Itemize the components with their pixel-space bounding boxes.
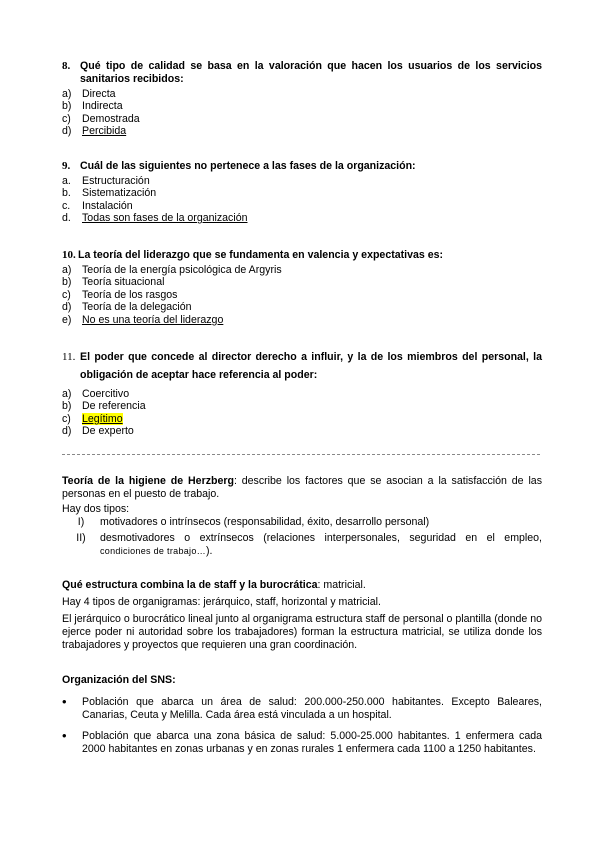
option-11c-answer: c) Legítimo [62,412,123,425]
bullet-icon: • [62,694,67,709]
option-11d: d) De experto [62,425,134,438]
option-9d-answer: d. Todas son fases de la organización [62,212,248,225]
sns-title: Organización del SNS: [62,674,176,686]
question-10-options [62,264,542,326]
question-11-title [62,348,542,384]
question-11 [62,348,542,438]
question-11-number: 11. [62,351,76,363]
option-10a: a) Teoría de la energía psicológica de Argyris [62,264,282,276]
question-8 [62,60,542,138]
option-10d: d) Teoría de la delegación [62,301,192,314]
bullet-icon: • [62,728,67,743]
question-11-text: El poder que concede al director derecho a influir, y la de los miembros del personal, la obligación de aceptar hace referencia al poder: [80,351,542,381]
question-9 [62,160,542,225]
option-8d-answer: d) Percibida [62,125,127,138]
question-10-title [62,249,542,262]
sns-bullet-2: • Población que abarca una zona básica de salud: 5.000-25.000 habitantes. 1 enfermera cada 2000 habitantes en zonas urbanas y en zonas rurales 1 enfermera cada 1100 a 1250 habitantes. [62,728,542,755]
estructura-types: Hay 4 tipos de organigramas: jerárquico, staff, horizontal y matricial. [62,596,381,608]
option-8c: c) Demostrada [62,112,140,125]
option-10c: c) Teoría de los rasgos [62,288,178,301]
herzberg-item-2: II) desmotivadores o extrínsecos (relaciones interpersonales, seguridad en el empleo, condiciones de trabajo…). [76,532,542,557]
herzberg-item-1: I) motivadores o intrínsecos (responsabilidad, éxito, desarrollo personal) [77,516,430,528]
question-9-number: 9. [62,160,71,172]
option-11b: b) De referencia [62,400,146,413]
question-10-text: La teoría del liderazgo que se fundamenta en valencia y expectativas es: [78,249,444,261]
option-9a: a. Estructuración [62,175,150,187]
question-10 [62,249,542,326]
dashed-separator [62,454,540,455]
question-8-text: Qué tipo de calidad se basa en la valoración que hacen los usuarios de los servicios sanitarios recibidos: [80,60,542,85]
question-8-options [62,88,542,138]
estructura-paragraph: El jerárquico o burocrático lineal junto al organigrama estructura staff de personal o plantilla (donde no ejerce poder ni autoridad sobre los trabajadores) forman la estructura matricial, se utiliza donde los trabajadores y proyectos que requieren una gran coordinación. [62,613,542,651]
herzberg-description: Teoría de la higiene de Herzberg: describe los factores que se asocian a la satisfacción de las personas en el puesto de trabajo. [62,475,542,500]
question-10-number: 10. [62,249,76,261]
option-8a: a) Directa [62,88,116,100]
question-9-title [62,160,542,173]
estructura-title: Qué estructura combina la de staff y la burocrática: matricial. [62,579,366,591]
option-9b: b. Sistematización [62,187,157,200]
question-8-title [62,60,542,86]
sns-section [62,674,542,755]
option-10e-answer: e) No es una teoría del liderazgo [62,313,224,326]
option-11a: a) Coercitivo [62,388,130,400]
estructura-section [62,579,542,652]
question-11-options [62,388,542,438]
sns-bullet-1: • Población que abarca un área de salud: 200.000-250.000 habitantes. Excepto Baleares, Canarias, Ceuta y Melilla. Cada área está vinculada a un hospital. [62,694,542,721]
option-8b: b) Indirecta [62,100,123,113]
herzberg-section [62,475,542,558]
question-9-options [62,175,542,225]
question-8-number: 8. [62,60,71,72]
option-9c: c. Instalación [62,199,133,212]
question-9-text: Cuál de las siguientes no pertenece a las fases de la organización: [80,160,416,172]
herzberg-intro: Hay dos tipos: [62,503,130,515]
option-10b: b) Teoría situacional [62,276,165,289]
